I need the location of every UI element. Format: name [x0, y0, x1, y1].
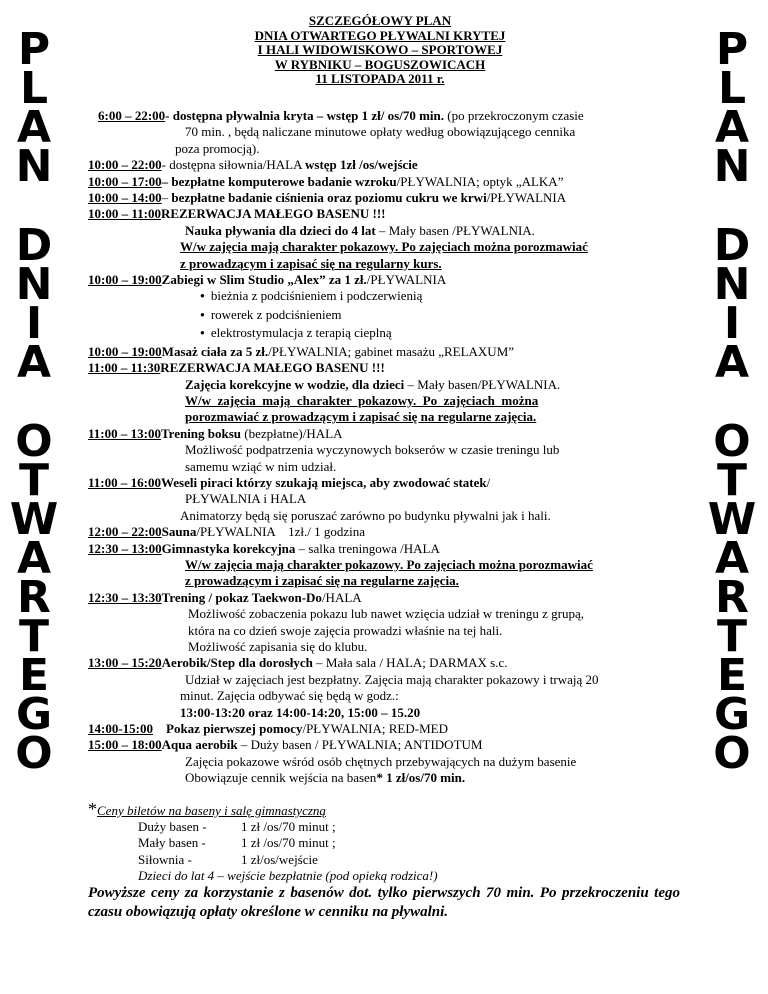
- schedule-entry: [88, 360, 680, 376]
- entry-line: W/w zajęcia mają charakter pokazowy. Po zajęciach można porozmawiać: [185, 556, 593, 572]
- entry-time: 10:00 – 19:00: [88, 343, 162, 359]
- page-title: [160, 14, 600, 87]
- letter: D: [713, 220, 751, 271]
- entry-text: – Mały basen/PŁYWALNIA.: [404, 376, 561, 392]
- entry-time: 11:00 – 13:00: [88, 425, 161, 441]
- entry-text: REZERWACJA MAŁEGO BASENU !!!: [160, 360, 385, 376]
- entry-line: W/w zajęcia mają charakter pokazowy. Po zajęciach można porozmawiać: [180, 239, 588, 255]
- entry-text: – Mała sala / HALA; DARMAX s.c.: [312, 655, 508, 671]
- entry-line: Możliwość zobaczenia pokazu lub nawet wzięcia udział w treningu z grupą,: [188, 606, 584, 622]
- entry-text: Obowiązuje cennik wejścia na basen: [185, 770, 377, 786]
- entry-text: Zajęcia korekcyjne w wodzie, dla dzieci: [185, 376, 405, 392]
- letter: G: [15, 689, 53, 740]
- price-value: 1 zł /os/70 minut ;: [241, 835, 336, 851]
- entry-text: wstęp 1 zł/ os/70 min.: [326, 108, 444, 123]
- entry-text: /PŁYWALNIA; optyk „ALKA”: [396, 173, 564, 189]
- entry-line: W/w zajęcia mają charakter pokazowy. Po zajęciach można: [185, 392, 539, 408]
- treatment-list: [88, 288, 680, 343]
- asterisk: *: [88, 798, 97, 819]
- title-line: SZCZEGÓŁOWY PLAN: [308, 13, 452, 28]
- entry-text: Sauna: [161, 524, 197, 540]
- entry-text: REZERWACJA MAŁEGO BASENU !!!: [160, 206, 386, 222]
- entry-line: porozmawiać z prowadzącym i zapisać się na regularne zajęcia.: [185, 409, 537, 425]
- entry-line: 13:00-13:20 oraz 14:00-14:20, 15:00 – 15.20: [180, 704, 421, 720]
- list-item: ● bieżnia z podciśnieniem i podczerwienią: [200, 288, 680, 306]
- entry-time: 6:00 – 22:00: [98, 108, 166, 123]
- entry-text: – Mały basen /PŁYWALNIA.: [375, 222, 535, 238]
- title-line: I HALI WIDOWISKOWO – SPORTOWEJ: [257, 42, 503, 57]
- entry-line: samemu wziąć w nim udział.: [185, 458, 337, 474]
- entry-text: (bezpłatne)/HALA: [241, 425, 343, 441]
- letter: N: [713, 259, 751, 310]
- price-list-title: Ceny biletów na baseny i salę gimnastyczną: [97, 802, 326, 818]
- entry-time: 15:00 – 18:00: [88, 737, 162, 753]
- entry-line: Możliwość podpatrzenia wyczynowych bokserów w czasie treningu lub: [185, 442, 560, 458]
- entry-time: 14:00-15:00: [88, 721, 153, 737]
- letter: T: [716, 611, 747, 662]
- schedule-entry: [88, 157, 680, 173]
- entry-text: Trening boksu: [160, 425, 242, 441]
- schedule: [88, 108, 680, 885]
- entry-text: Masaż ciała za 5 zł.: [161, 343, 269, 359]
- entry-time: 10:00 – 14:00: [88, 190, 162, 206]
- letter: O: [713, 416, 751, 467]
- title-line: DNIA OTWARTEGO PŁYWALNI KRYTEJ: [254, 27, 506, 43]
- price-label: Siłownia -: [138, 851, 192, 867]
- entry-text: bezpłatne badanie ciśnienia oraz poziomu cukru we krwi: [171, 190, 487, 206]
- schedule-entry: [88, 541, 680, 557]
- schedule-entry: [88, 206, 680, 222]
- letter: O: [15, 416, 53, 467]
- entry-time: 12:30 – 13:30: [88, 589, 162, 605]
- left-vertical-title: [8, 24, 60, 779]
- letter: T: [18, 611, 49, 662]
- price-row: [88, 819, 680, 835]
- entry-text: - dostępna siłownia/HALA: [161, 157, 306, 173]
- entry-line: z prowadzącym i zapisać się na regularny kurs.: [180, 255, 442, 271]
- letter: R: [715, 572, 749, 623]
- entry-line: PŁYWALNIA i HALA: [185, 491, 307, 507]
- schedule-entry: [88, 190, 680, 206]
- entry-time: 12:00 – 22:00: [88, 524, 162, 540]
- price-value: 1 zł /os/70 minut ;: [241, 819, 336, 835]
- entry-time: 13:00 – 15:20: [88, 655, 162, 671]
- letter: L: [19, 63, 49, 114]
- schedule-entry: [88, 272, 680, 288]
- letter: O: [15, 728, 53, 779]
- entry-text: /PŁYWALNIA 1zł./ 1 godzina: [196, 524, 365, 540]
- entry-line: minut. Zajęcia odbywać się będą w godz.:: [180, 688, 399, 704]
- letter: L: [717, 63, 747, 114]
- entry-text: /PŁYWALNIA: [366, 272, 447, 288]
- kids-note: Dzieci do lat 4 – wejście bezpłatnie (pod opieką rodzica!): [138, 868, 438, 884]
- entry-text: Zabiegi w Slim Studio „Alex” za 1 zł.: [161, 272, 367, 288]
- entry-text: – bezpłatne komputerowe badanie wzroku: [161, 173, 397, 189]
- entry-time: 12:30 – 13:00: [88, 540, 162, 556]
- entry-time: 10:00 – 22:00: [88, 157, 162, 173]
- entry-text: Nauka pływania dla dzieci do 4 lat: [185, 222, 376, 238]
- entry-line: 70 min. , będą naliczane minutowe opłaty według obowiązującego cennika: [185, 124, 576, 140]
- letter: P: [17, 24, 51, 75]
- right-vertical-title: [706, 24, 758, 779]
- entry-line: Animatorzy będą się poruszać zarówno po budynku pływalni jak i hali.: [180, 507, 551, 523]
- letter: W: [9, 494, 59, 545]
- schedule-entry: [88, 721, 680, 737]
- letter: E: [18, 650, 50, 701]
- entry-text: Pokaz pierwszej pomocy: [153, 721, 303, 737]
- letter: I: [723, 298, 741, 349]
- entry-line: Zajęcia pokazowe wśród osób chętnych przebywających na dużym basenie: [185, 753, 577, 769]
- letter: N: [15, 141, 53, 192]
- letter: R: [17, 572, 51, 623]
- entry-time: 11:00 – 11:30: [88, 360, 161, 376]
- entry-text: wstęp 1zł /os/wejście: [305, 157, 418, 173]
- entry-line: która na co dzień swoje zajęcia prowadzi właśnie na tej hali.: [188, 622, 503, 638]
- entry-text: – salka treningowa /HALA: [295, 540, 440, 556]
- schedule-entry: [88, 475, 680, 491]
- schedule-entry: [88, 655, 680, 671]
- letter: P: [715, 24, 749, 75]
- entry-time: 10:00 – 19:00: [88, 272, 162, 288]
- schedule-entry: [88, 590, 680, 606]
- schedule-entry: [88, 108, 680, 124]
- letter: W: [707, 494, 757, 545]
- entry-text: Trening / pokaz Taekwon-Do: [161, 589, 322, 605]
- schedule-entry: [88, 737, 680, 753]
- schedule-entry: [88, 426, 680, 442]
- letter: N: [15, 259, 53, 310]
- schedule-entry: [88, 524, 680, 540]
- list-item: ● elektrostymulacja z terapią cieplną: [200, 325, 680, 343]
- entry-text: - dostępna pływalnia kryta –: [165, 108, 327, 123]
- price-row: [88, 835, 680, 851]
- entry-line: z prowadzącym i zapisać się na regularne zajęcia.: [185, 573, 459, 589]
- entry-text: /HALA: [321, 589, 362, 605]
- letter: I: [25, 298, 43, 349]
- entry-text: Aerobik/Step dla dorosłych: [161, 655, 313, 671]
- entry-time: 10:00 – 17:00: [88, 173, 162, 189]
- price-label: Duży basen -: [138, 819, 207, 835]
- letter: T: [18, 455, 49, 506]
- entry-text: /PŁYWALNIA; RED-MED: [302, 721, 448, 737]
- letter: A: [16, 102, 52, 153]
- entry-text: /PŁYWALNIA; gabinet masażu „RELAXUM”: [268, 343, 515, 359]
- entry-text: –: [161, 190, 172, 206]
- price-value: 1 zł/os/wejście: [241, 851, 318, 867]
- letter: A: [714, 533, 750, 584]
- price-label: Mały basen -: [138, 835, 206, 851]
- letter: O: [713, 728, 751, 779]
- letter: A: [714, 102, 750, 153]
- price-list: [88, 798, 680, 885]
- entry-time: 11:00 – 16:00: [88, 474, 161, 490]
- entry-text: Weseli piraci którzy szukają miejsca, aby zwodować statek: [160, 474, 487, 490]
- entry-text: /: [486, 474, 491, 490]
- entry-text: /PŁYWALNIA: [486, 190, 567, 206]
- letter: T: [716, 455, 747, 506]
- letter: N: [713, 141, 751, 192]
- entry-time: 10:00 – 11:00: [88, 206, 161, 222]
- letter: A: [16, 337, 52, 388]
- footnote: Powyższe ceny za korzystanie z basenów dot. tylko pierwszych 70 min. Po przekroczeniu tego czasu obowiązują opłaty określone w cenniku na pływalni.: [88, 885, 680, 920]
- letter: A: [16, 533, 52, 584]
- title-line: 11 LISTOPADA 2011 r.: [315, 71, 445, 86]
- entry-text: Gimnastyka korekcyjna: [161, 540, 296, 556]
- entry-line: poza promocją).: [175, 140, 260, 156]
- title-line: W RYBNIKU – BOGUSZOWICACH: [274, 56, 486, 72]
- letter: E: [716, 650, 748, 701]
- price-row: [88, 852, 680, 868]
- schedule-entry: [88, 174, 680, 190]
- letter: G: [713, 689, 751, 740]
- letter: D: [15, 220, 53, 271]
- entry-text: (po przekroczonym czasie: [444, 108, 584, 123]
- entry-text: * 1 zł/os/70 min.: [376, 770, 466, 786]
- entry-line: Udział w zajęciach jest bezpłatny. Zajęcia mają charakter pokazowy i trwają 20: [185, 671, 599, 687]
- schedule-entry: [88, 344, 680, 360]
- entry-text: Aqua aerobik: [161, 737, 238, 753]
- entry-line: Możliwość zapisania się do klubu.: [188, 639, 368, 654]
- letter: A: [714, 337, 750, 388]
- list-item: ● rowerek z podciśnieniem: [200, 307, 680, 325]
- entry-text: – Duży basen / PŁYWALNIA; ANTIDOTUM: [237, 737, 483, 753]
